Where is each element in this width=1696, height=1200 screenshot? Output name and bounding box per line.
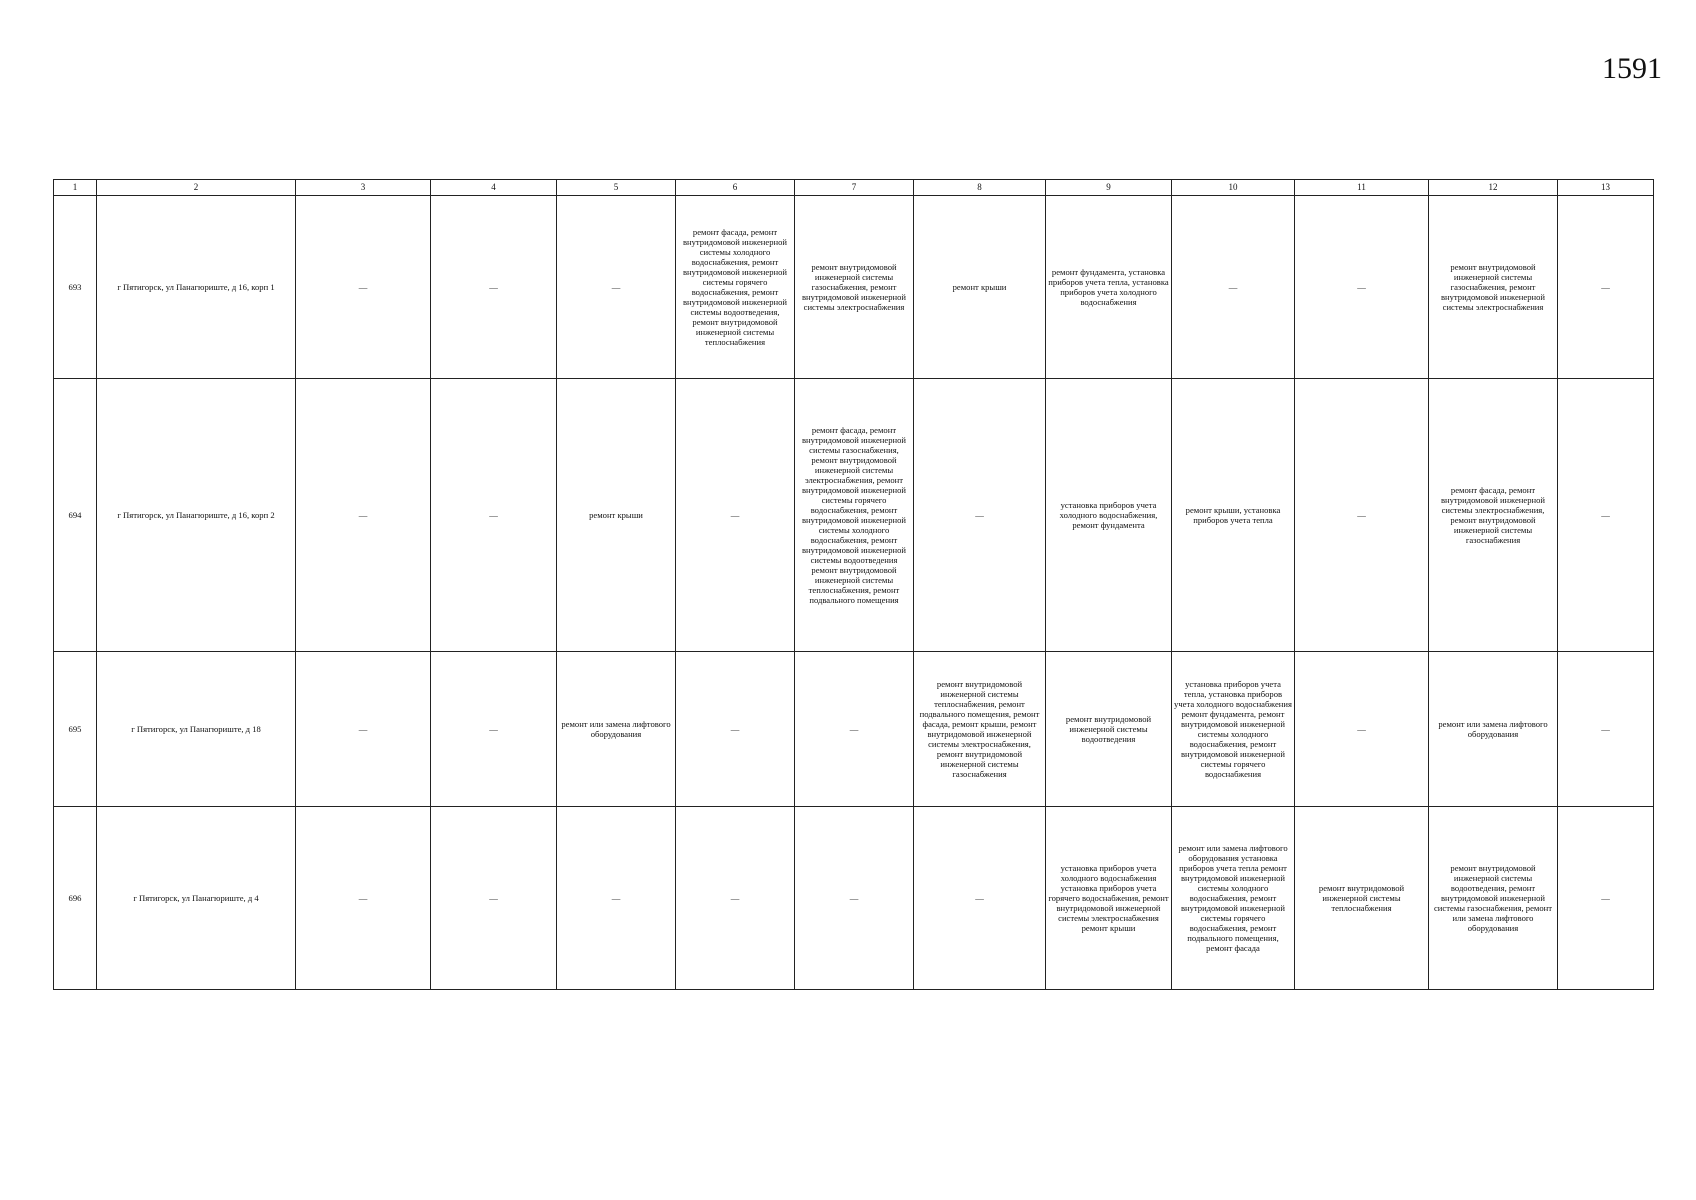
cell-col-8: ремонт внутридомовой инженерной системы теплоснабжения, ремонт подвального помещения, ремонт фасада, ремонт крыши, ремонт внутридомовой инженерной системы электроснабжения, ремонт внутридомовой инженерной системы газоснабжения	[914, 652, 1046, 807]
row-address: г Пятигорск, ул Панагюриште, д 4	[97, 807, 296, 990]
cell-col-13: —	[1558, 807, 1654, 990]
row-number: 693	[54, 196, 97, 379]
cell-col-7: ремонт внутридомовой инженерной системы газоснабжения, ремонт внутридомовой инженерной системы электроснабжения	[795, 196, 914, 379]
cell-col-10: ремонт или замена лифтового оборудования установка приборов учета тепла ремонт внутридомовой инженерной системы холодного водоснабжения, ремонт внутридомовой инженерной системы горячего водоснабжения, ремонт подвального помещения, ремонт фасада	[1172, 807, 1295, 990]
cell-col-13: —	[1558, 379, 1654, 652]
column-header-13: 13	[1558, 180, 1654, 196]
cell-col-6: —	[676, 652, 795, 807]
cell-col-11: ремонт внутридомовой инженерной системы теплоснабжения	[1295, 807, 1429, 990]
cell-col-7: —	[795, 807, 914, 990]
row-address: г Пятигорск, ул Панагюриште, д 18	[97, 652, 296, 807]
column-header-3: 3	[296, 180, 431, 196]
column-header-9: 9	[1046, 180, 1172, 196]
cell-col-11: —	[1295, 652, 1429, 807]
column-header-5: 5	[557, 180, 676, 196]
row-number: 694	[54, 379, 97, 652]
cell-col-5: ремонт или замена лифтового оборудования	[557, 652, 676, 807]
table-row	[54, 196, 1654, 379]
cell-col-10: —	[1172, 196, 1295, 379]
cell-col-10: ремонт крыши, установка приборов учета тепла	[1172, 379, 1295, 652]
cell-col-6: ремонт фасада, ремонт внутридомовой инженерной системы холодного водоснабжения, ремонт внутридомовой инженерной системы горячего водоснабжения, ремонт внутридомовой инженерной системы водоотведения, ремонт внутридомовой инженерной системы теплоснабжения	[676, 196, 795, 379]
cell-col-11: —	[1295, 196, 1429, 379]
cell-col-3: —	[296, 196, 431, 379]
cell-col-7: ремонт фасада, ремонт внутридомовой инженерной системы газоснабжения, ремонт внутридомовой инженерной системы электроснабжения, ремонт внутридомовой инженерной системы горячего водоснабжения, ремонт внутридомовой инженерной системы холодного водоснабжения, ремонт внутридомовой инженерной системы водоотведения ремонт внутридомовой инженерной системы теплоснабжения, ремонт подвального помещения	[795, 379, 914, 652]
register-table	[53, 179, 1654, 990]
column-header-2: 2	[97, 180, 296, 196]
column-header-12: 12	[1429, 180, 1558, 196]
cell-col-5: ремонт крыши	[557, 379, 676, 652]
cell-col-9: ремонт фундамента, установка приборов учета тепла, установка приборов учета холодного водоснабжения	[1046, 196, 1172, 379]
row-address: г Пятигорск, ул Панагюриште, д 16, корп 1	[97, 196, 296, 379]
column-header-7: 7	[795, 180, 914, 196]
column-header-10: 10	[1172, 180, 1295, 196]
cell-col-9: установка приборов учета холодного водоснабжения установка приборов учета горячего водоснабжения, ремонт внутридомовой инженерной системы электроснабжения ремонт крыши	[1046, 807, 1172, 990]
cell-col-13: —	[1558, 196, 1654, 379]
cell-col-10: установка приборов учета тепла, установка приборов учета холодного водоснабжения ремонт фундамента, ремонт внутридомовой инженерной системы холодного водоснабжения, ремонт внутридомовой инженерной системы горячего водоснабжения	[1172, 652, 1295, 807]
cell-col-7: —	[795, 652, 914, 807]
cell-col-12: ремонт внутридомовой инженерной системы газоснабжения, ремонт внутридомовой инженерной системы электроснабжения	[1429, 196, 1558, 379]
table-row	[54, 379, 1654, 652]
cell-col-4: —	[431, 196, 557, 379]
header-row	[54, 180, 1654, 196]
cell-col-3: —	[296, 807, 431, 990]
page-number: 1591	[1602, 52, 1662, 85]
cell-col-8: —	[914, 379, 1046, 652]
cell-col-12: ремонт или замена лифтового оборудования	[1429, 652, 1558, 807]
cell-col-12: ремонт фасада, ремонт внутридомовой инженерной системы электроснабжения, ремонт внутридомовой инженерной системы газоснабжения	[1429, 379, 1558, 652]
cell-col-9: ремонт внутридомовой инженерной системы водоотведения	[1046, 652, 1172, 807]
column-header-4: 4	[431, 180, 557, 196]
column-header-6: 6	[676, 180, 795, 196]
cell-col-6: —	[676, 379, 795, 652]
cell-col-6: —	[676, 807, 795, 990]
cell-col-9: установка приборов учета холодного водоснабжения, ремонт фундамента	[1046, 379, 1172, 652]
cell-col-4: —	[431, 652, 557, 807]
cell-col-8: —	[914, 807, 1046, 990]
row-address: г Пятигорск, ул Панагюриште, д 16, корп 2	[97, 379, 296, 652]
column-header-11: 11	[1295, 180, 1429, 196]
cell-col-11: —	[1295, 379, 1429, 652]
table-row	[54, 807, 1654, 990]
cell-col-4: —	[431, 807, 557, 990]
row-number: 695	[54, 652, 97, 807]
column-header-1: 1	[54, 180, 97, 196]
cell-col-3: —	[296, 379, 431, 652]
cell-col-5: —	[557, 807, 676, 990]
column-header-8: 8	[914, 180, 1046, 196]
cell-col-3: —	[296, 652, 431, 807]
table-row	[54, 652, 1654, 807]
row-number: 696	[54, 807, 97, 990]
cell-col-5: —	[557, 196, 676, 379]
cell-col-8: ремонт крыши	[914, 196, 1046, 379]
cell-col-13: —	[1558, 652, 1654, 807]
cell-col-12: ремонт внутридомовой инженерной системы водоотведения, ремонт внутридомовой инженерной системы газоснабжения, ремонт или замена лифтового оборудования	[1429, 807, 1558, 990]
cell-col-4: —	[431, 379, 557, 652]
